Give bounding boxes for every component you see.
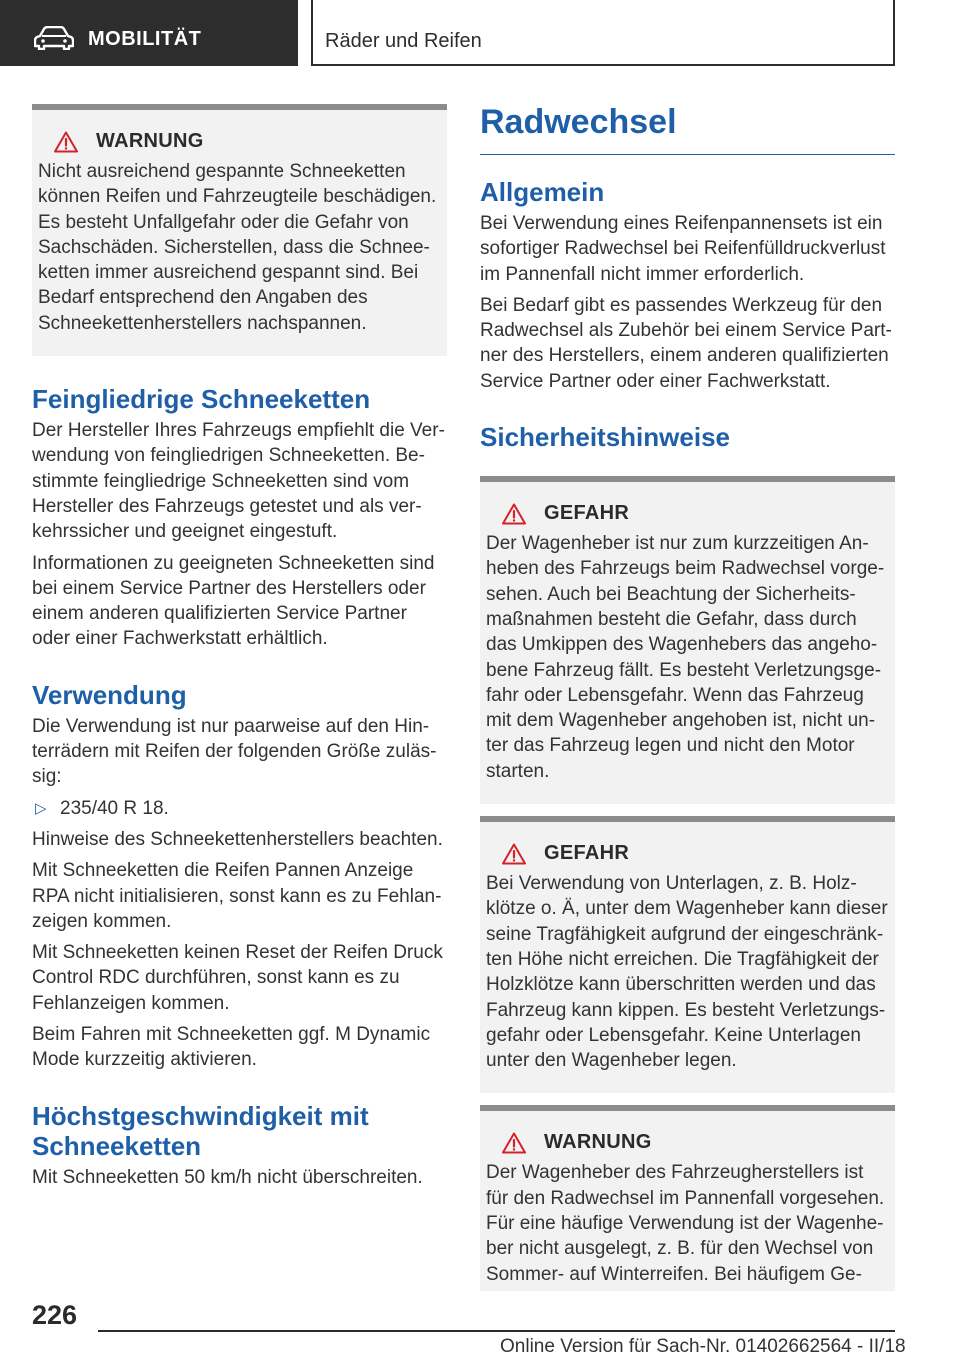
danger-text: Der Wagenheber ist nur zum kurzzeitigen Anheben des Fahrzeugs beim Radwechsel vorgesehen. Auch bei Beachtung der Sicherheitsmaßnahmen besteht die Gefahr, dass durch das Umkippen des Wagenhebers das angehobene Fahrzeug fällt. Es besteht Verletzungsgefahr oder Lebensgefahr. Wenn das Fahrzeug mit dem Wagenheber angehoben ist, nicht unter das Fahrzeug legen und nicht den Motor starten. <box>486 533 885 782</box>
warning-text: Der Wagenheber des Fahrzeugherstellers ist für den Radwechsel im Pannenfall vorgesehen. Für eine häufige Verwendung ist der Wagenheber nicht ausgelegt, z. B. für den Wechsel von Sommer- auf Winterreifen. Bei häufigem Ge- <box>486 1162 885 1285</box>
danger-header <box>502 502 889 525</box>
warning-title: WARNUNG <box>544 1131 652 1154</box>
page-number: 226 <box>32 1300 78 1330</box>
warning-box <box>480 1105 895 1290</box>
chapter-title: Räder und Reifen <box>325 30 482 52</box>
right-column <box>480 104 895 1291</box>
warning-triangle-icon <box>502 843 526 865</box>
warning-header <box>54 130 441 153</box>
warning-box <box>32 104 447 356</box>
danger-title: GEFAHR <box>544 842 630 865</box>
paragraph: Der Hersteller Ihres Fahrzeugs empfiehlt die Verwendung von feingliedrigen Schneeketten. Bestimmte feingliedrige Schneeketten sind vom Hersteller des Fahrzeugs getestet und als verkehrssicher und geeignet eingestuft. <box>32 420 445 543</box>
paragraph: Mit Schneeketten keinen Reset der Reifen Druck Control RDC durchführen, sonst kann es zu Fehlanzeigen kommen. <box>32 942 443 1014</box>
warning-title: WARNUNG <box>96 130 204 152</box>
section-heading-feingliedrige: Feingliedrige Schneeketten <box>32 384 371 415</box>
paragraph: Informationen zu geeigneten Schneeketten sind bei einem Service Partner des Herstellers oder einem anderen qualifizierten Service Partner oder einer Fachwerkstatt erhältlich. <box>32 552 435 650</box>
warning-header <box>502 1131 889 1154</box>
chapter-header <box>311 0 895 66</box>
section-heading-speed: Höchstgeschwindigkeit mit Schneeketten <box>32 1100 369 1161</box>
car-icon <box>34 26 74 50</box>
paragraph: Mit Schneeketten 50 km/h nicht überschreiten. <box>32 1166 423 1188</box>
warning-triangle-icon <box>502 503 526 525</box>
section-heading-verwendung: Verwendung <box>32 679 187 710</box>
paragraph: Hinweise des Schneekettenherstellers beachten. <box>32 828 443 850</box>
paragraph: Die Verwendung ist nur paarweise auf den Hinterrädern mit Reifen der folgenden Größe zulässig: <box>32 715 437 788</box>
warning-text: Nicht ausreichend gespannte Schneeketten können Reifen und Fahrzeugteile beschädigen. Es besteht Unfallgefahr oder die Gefahr von Sachschäden. Sicherstellen, dass die Schneeketten immer ausreichend gespannt sind. Bei Bedarf entsprechend den Angaben des Schneekettenherstellers nachspannen. <box>38 161 437 334</box>
online-version-note: Online Version für Sach-Nr. 01402662564 - II/18 <box>500 1336 906 1357</box>
paragraph: Beim Fahren mit Schneeketten ggf. M Dynamic Mode kurzzeitig aktivieren. <box>32 1024 431 1071</box>
paragraph: Bei Verwendung eines Reifenpannensets ist ein sofortiger Radwechsel bei Reifenfülldruckverlust im Pannenfall nicht immer erforderlich. <box>480 213 886 285</box>
section-tab <box>0 0 298 66</box>
danger-box <box>480 476 895 804</box>
page-title: Radwechsel <box>480 102 895 155</box>
list-item-text: 235/40 R 18. <box>60 797 169 819</box>
warning-triangle-icon <box>502 1132 526 1154</box>
bullet-triangle-icon: ▷ <box>35 799 47 817</box>
list-item <box>32 796 447 821</box>
danger-title: GEFAHR <box>544 502 630 525</box>
left-column <box>32 104 447 1196</box>
footer-divider <box>98 1330 895 1332</box>
warning-triangle-icon <box>54 131 78 153</box>
paragraph: Bei Bedarf gibt es passendes Werkzeug für den Radwechsel als Zubehör bei einem Service Partner des Herstellers, einem anderen qualifizierten Service Partner oder einer Fachwerkstatt. <box>480 294 892 392</box>
paragraph: Mit Schneeketten die Reifen Pannen Anzeige RPA nicht initialisieren, sonst kann es zu Fehlanzeigen kommen. <box>32 860 442 932</box>
section-label: MOBILITÄT <box>88 28 202 50</box>
danger-box <box>480 816 895 1093</box>
danger-text: Bei Verwendung von Unterlagen, z. B. Holzklötze o. Ä, unter dem Wagenheber kann dieser seine Tragfähigkeit aufgrund der eingeschränkten Höhe nicht erreichen. Die Tragfähigkeit der Holzklötze kann überschritten werden und das Fahrzeug kann kippen. Es besteht Verletzungsgefahr oder Lebensgefahr. Keine Unterlagen unter den Wagenheber legen. <box>486 873 888 1072</box>
section-heading-allgemein: Allgemein <box>480 177 605 207</box>
danger-header <box>502 842 889 865</box>
section-heading-sicherheit: Sicherheitshinweise <box>480 422 730 453</box>
